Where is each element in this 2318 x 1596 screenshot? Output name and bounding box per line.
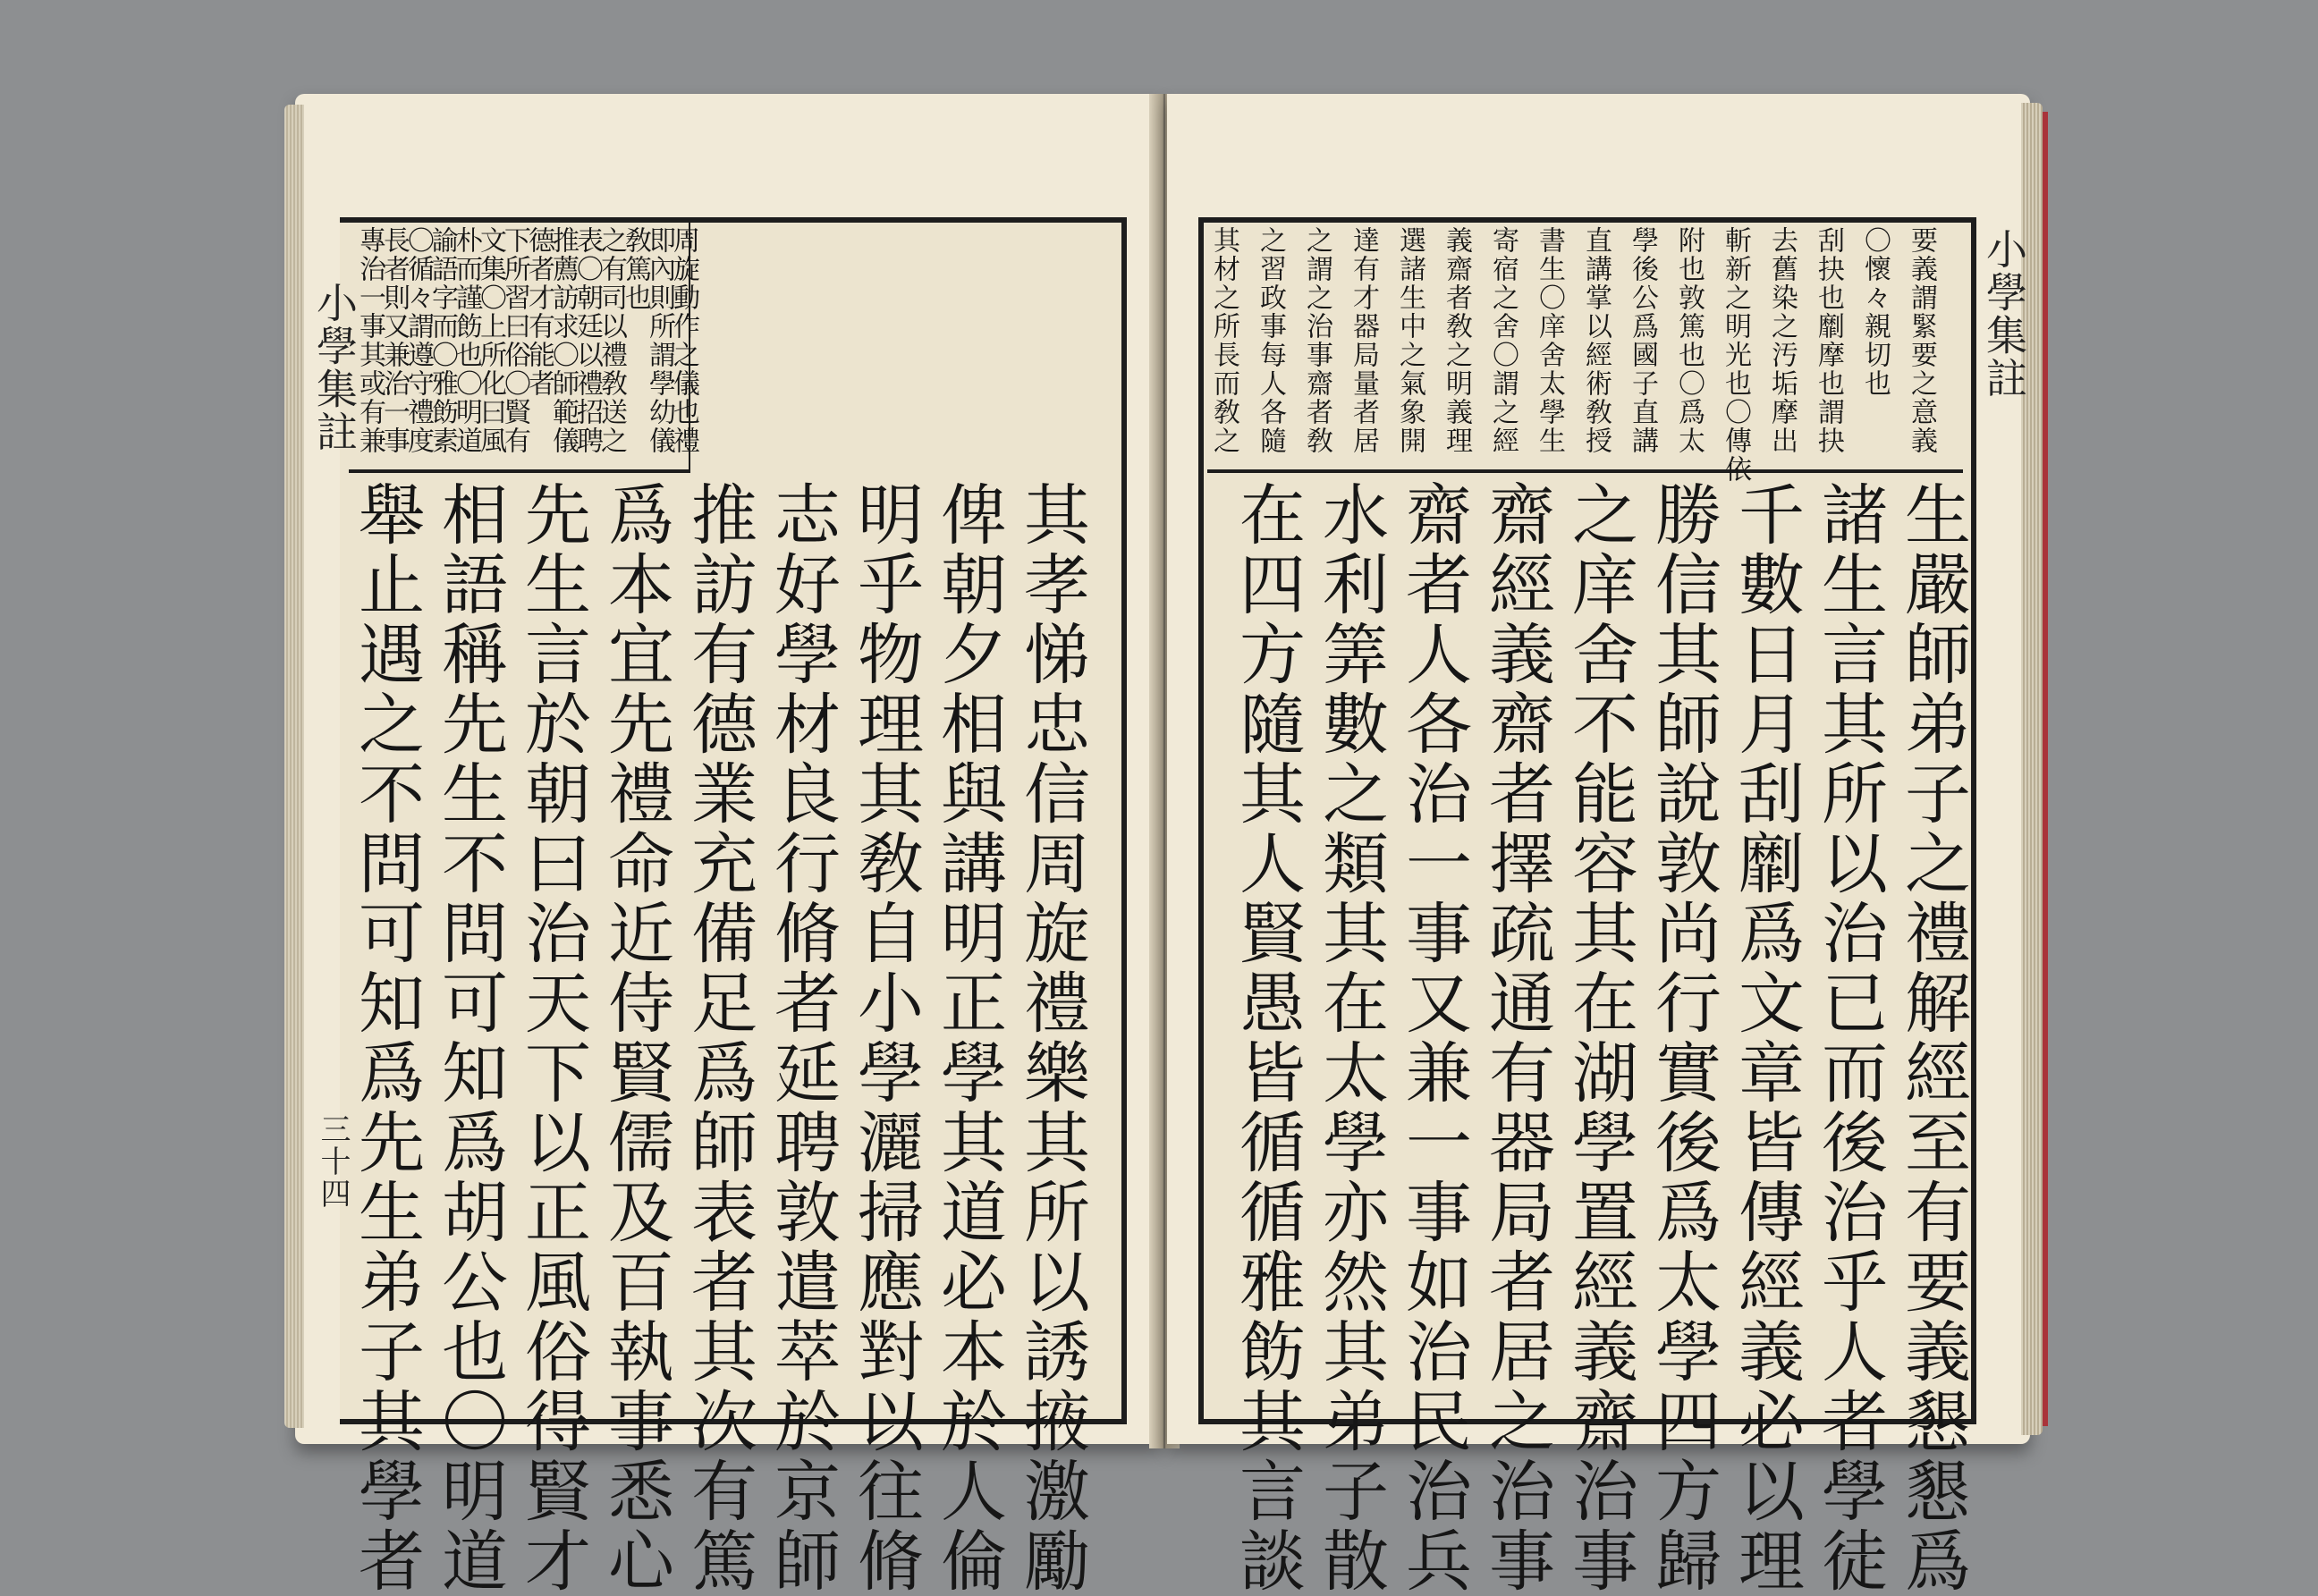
top-margin-right bbox=[1203, 94, 1972, 210]
left-main-column-1: 其孝悌忠信周旋禮樂其所以誘掖激勵 bbox=[1013, 480, 1090, 1596]
right-commentary-column-1: 要義謂緊要之意義 bbox=[1906, 226, 1937, 455]
right-main-column-3: 千數日月刮劘爲文章皆傳經義必以理 bbox=[1728, 480, 1805, 1596]
left-commentary-column-14: 專治一事其或有兼 bbox=[354, 226, 385, 455]
right-commentary-divider bbox=[1207, 469, 1963, 473]
right-main-column-7: 齋者人各治一事又兼一事如治民治兵 bbox=[1395, 480, 1472, 1596]
right-main-column-6: 齋經義齋者擇疏通有器局者居之治事 bbox=[1478, 480, 1555, 1596]
open-book bbox=[295, 94, 2030, 1596]
left-main-column-9: 舉止遇之不問可知爲先生弟子其學者 bbox=[348, 480, 425, 1596]
right-main-column-5: 之庠舍不能容其在湖學置經義齋治事 bbox=[1561, 480, 1638, 1596]
left-main-column-6: 爲本宜先禮命近侍賢儒及百執事悉心 bbox=[597, 480, 674, 1596]
left-main-column-3: 明乎物理其敎自小學灑掃應對以往脩 bbox=[847, 480, 924, 1596]
right-commentary-column-10: 寄宿之舍〇謂之經 bbox=[1487, 226, 1519, 455]
left-commentary-column-2: 即內則所謂學幼儀 bbox=[644, 226, 675, 455]
left-commentary-column-11: 諭語字而〇雅飭素 bbox=[427, 226, 458, 455]
right-commentary-column-16: 其材之所長而敎之 bbox=[1208, 226, 1239, 455]
left-margin-title: 小學集註 bbox=[310, 282, 359, 453]
right-commentary-column-8: 直講掌以經術敎授 bbox=[1580, 226, 1612, 455]
right-commentary-column-6: 附也敦篤也〇爲太 bbox=[1673, 226, 1705, 455]
left-main-column-5: 推訪有德業充備足爲師表者其次有篤 bbox=[681, 480, 757, 1596]
left-commentary-column-1: 周旋動作之儀也禮 bbox=[668, 226, 699, 455]
right-main-column-1: 生嚴師弟子之禮解經至有要義懇懇爲 bbox=[1894, 480, 1971, 1596]
right-commentary-column-12: 選諸生中之氣象開 bbox=[1394, 226, 1425, 455]
left-commentary-column-10: 朴而謹飭也〇明道 bbox=[451, 226, 482, 455]
right-main-column-2: 諸生言其所以治已而後治乎人者學徒 bbox=[1811, 480, 1888, 1596]
left-page bbox=[295, 94, 1163, 1596]
right-main-column-4: 勝信其師說敦尚行實後爲太學四方歸 bbox=[1645, 480, 1722, 1596]
right-main-column-8: 水利筭數之類其在太學亦然其弟子散 bbox=[1312, 480, 1389, 1596]
right-main-column-9: 在四方隨其人賢愚皆循循雅飭其言談 bbox=[1229, 480, 1306, 1596]
right-commentary-column-5: 斬新之明光也〇傳依 bbox=[1720, 226, 1751, 484]
left-commentary-column-8: 下所習曰俗〇賢有 bbox=[499, 226, 530, 455]
left-commentary-column-13: 長者則又兼治一事 bbox=[378, 226, 410, 455]
right-commentary-column-11: 義齋者敎之明義理 bbox=[1441, 226, 1472, 455]
red-page-edge bbox=[2043, 112, 2048, 1426]
left-main-column-8: 相語稱先生不問可知爲胡公也〇明道 bbox=[431, 480, 508, 1596]
right-commentary-column-7: 學後公爲國子直講 bbox=[1627, 226, 1658, 455]
left-commentary-column-9: 文集〇上所化曰風 bbox=[475, 226, 506, 455]
top-margin-left bbox=[344, 94, 1127, 210]
left-main-column-7: 先生言於朝曰治天下以正風俗得賢才 bbox=[514, 480, 591, 1596]
left-commentary-column-6: 推薦訪求〇師範儀 bbox=[547, 226, 579, 455]
right-commentary-column-15: 之習政事每人各隨 bbox=[1255, 226, 1286, 455]
page-edges-left bbox=[284, 105, 304, 1428]
left-commentary-column-3: 敎篤也 bbox=[620, 226, 651, 312]
left-commentary-column-4: 之有司以禮敎送之 bbox=[596, 226, 627, 455]
right-commentary-column-9: 書生〇庠舍太學生 bbox=[1534, 226, 1565, 455]
left-commentary-column-7: 德者才有能者 bbox=[523, 226, 554, 398]
right-commentary-column-4: 去舊染之汚垢摩出 bbox=[1766, 226, 1798, 455]
right-commentary-column-2: 〇懷々親切也 bbox=[1859, 226, 1891, 398]
left-commentary-column-5: 表〇朝廷以禮招聘 bbox=[571, 226, 603, 455]
left-main-column-4: 志好學材良行脩者延聘敦遣萃於京師 bbox=[764, 480, 841, 1596]
right-commentary-column-14: 之謂之治事齋者敎 bbox=[1301, 226, 1332, 455]
left-page-number: 三十四 bbox=[315, 1113, 351, 1210]
right-commentary-column-3: 刮抉也劘摩也謂抉 bbox=[1813, 226, 1844, 455]
right-commentary-column-13: 達有才器局量者居 bbox=[1348, 226, 1379, 455]
left-commentary-column-12: 〇循々謂遵守禮度 bbox=[402, 226, 434, 455]
right-margin-title: 小學集註 bbox=[1980, 228, 2028, 400]
left-commentary-divider bbox=[349, 469, 689, 473]
left-main-column-2: 俾朝夕相與講明正學其道必本於人倫 bbox=[930, 480, 1007, 1596]
